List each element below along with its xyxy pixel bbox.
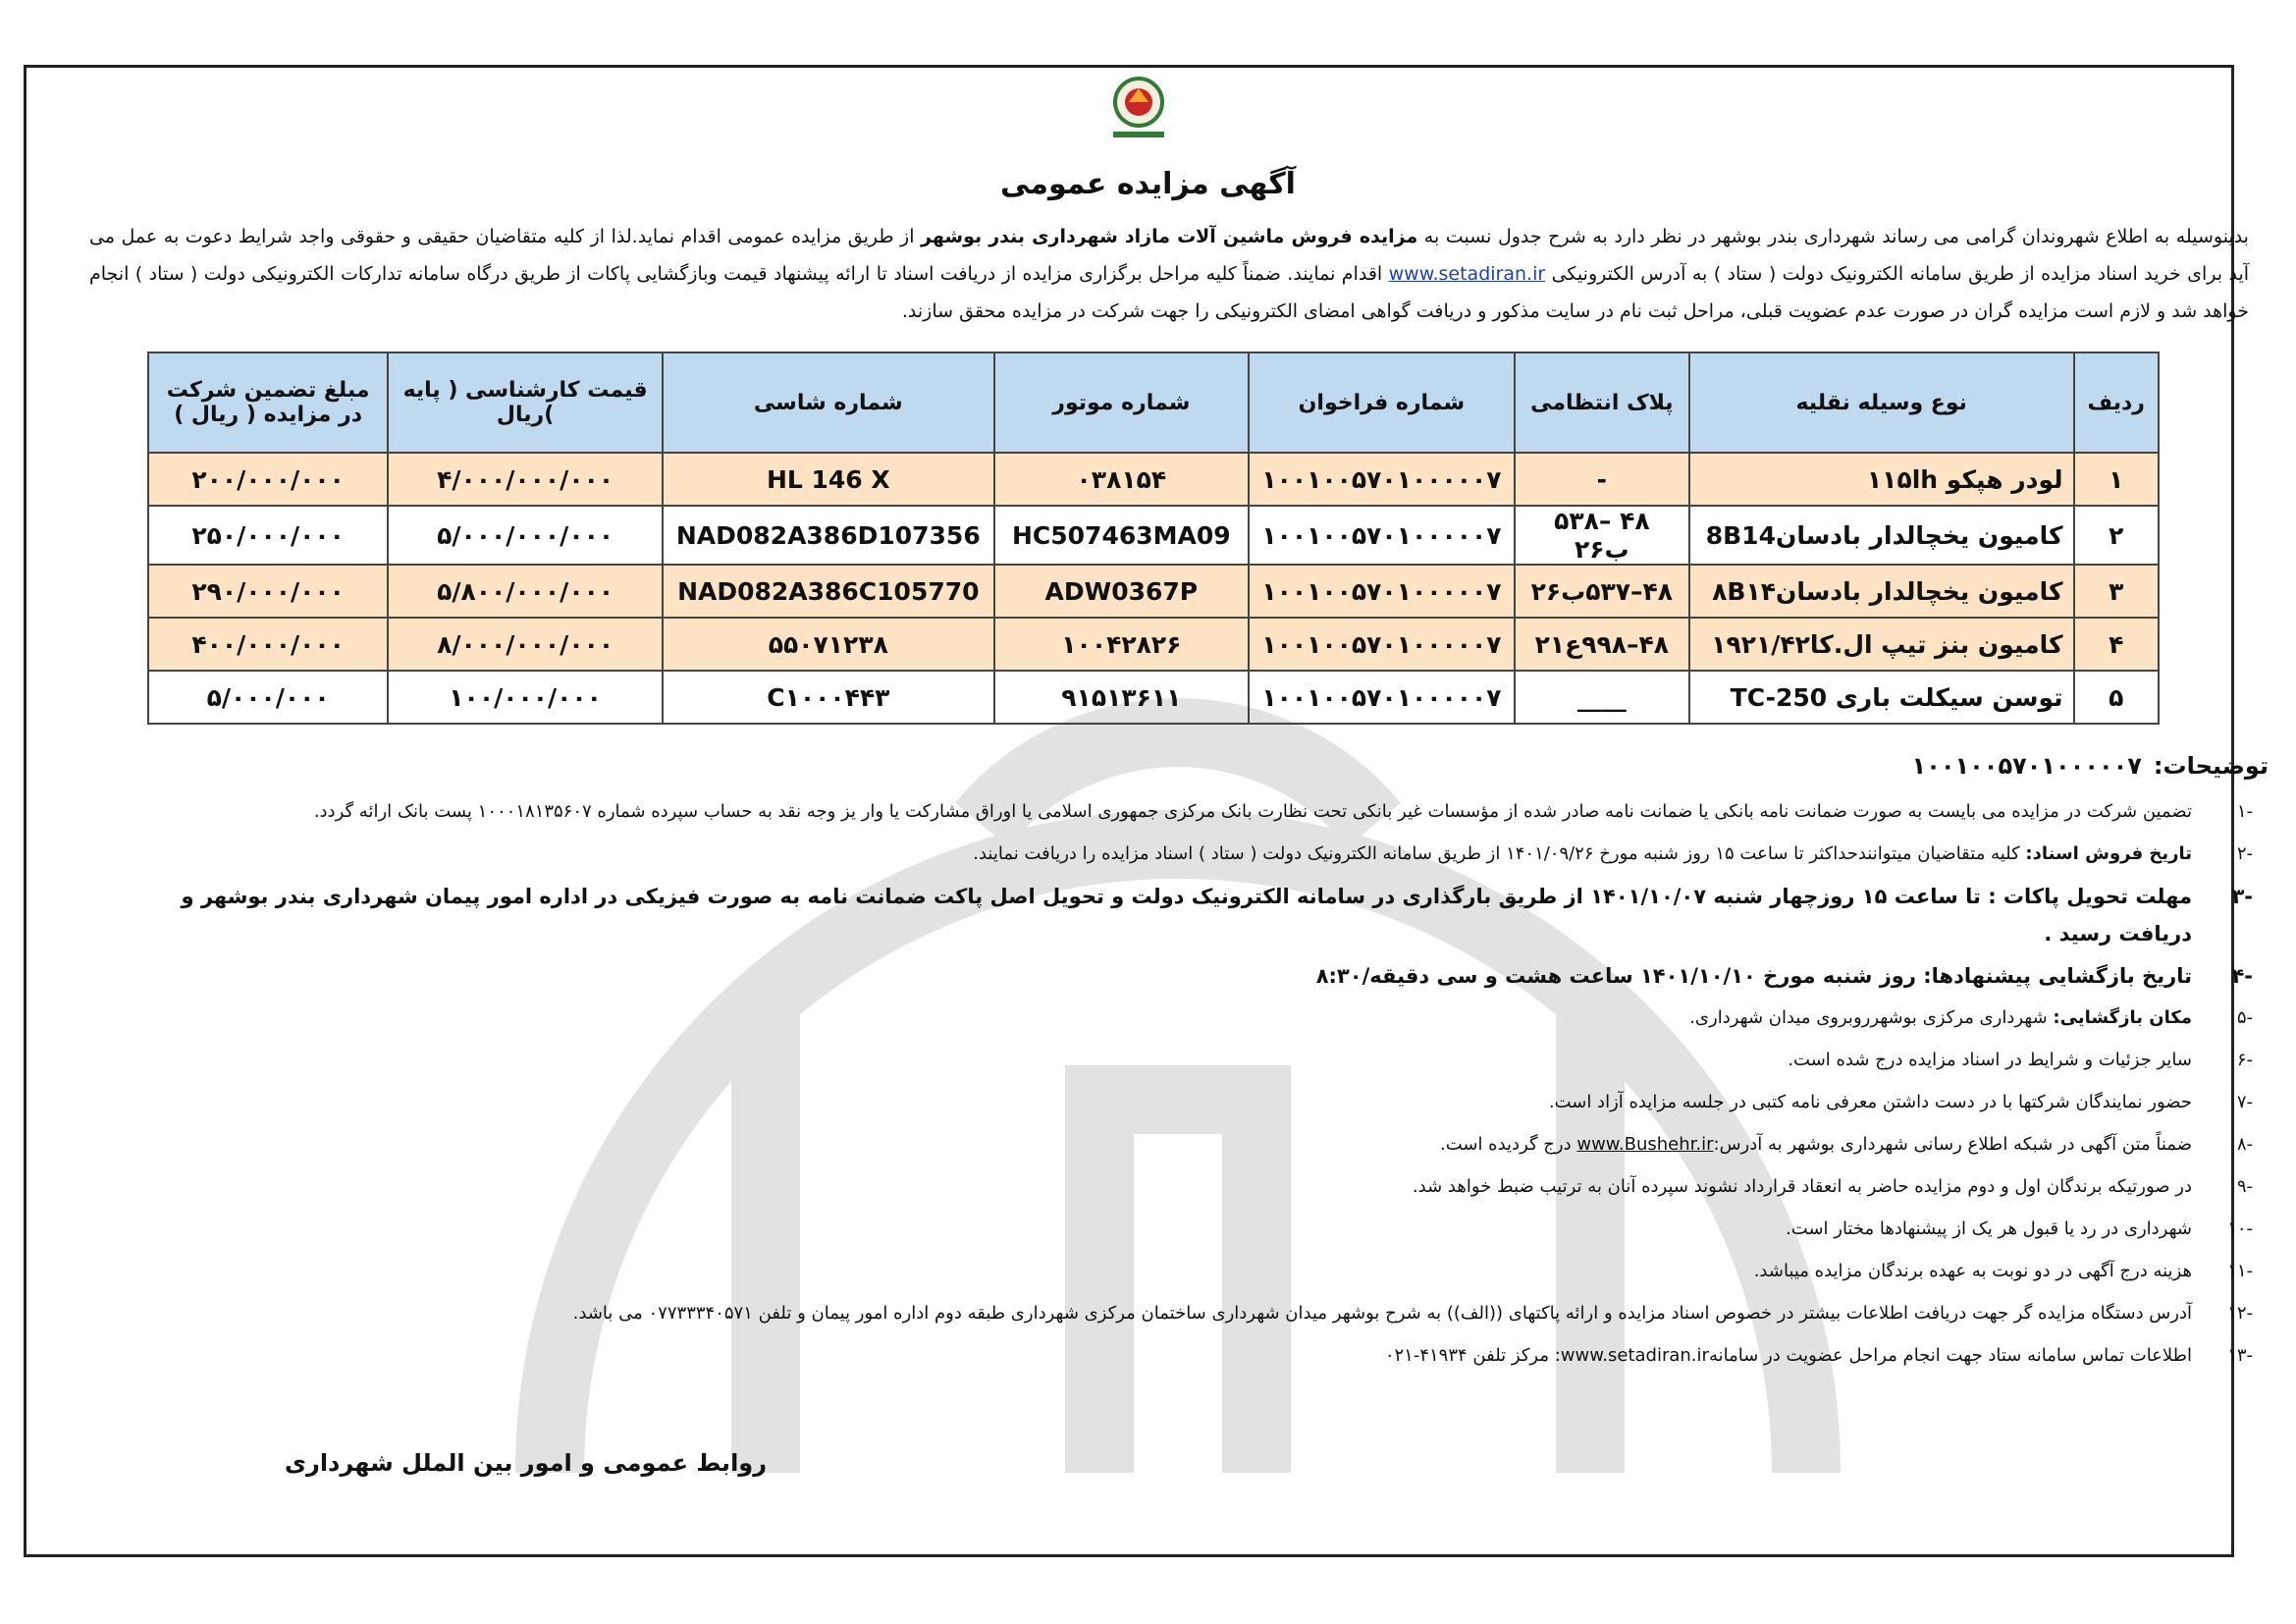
column-header: پلاک انتظامی — [1515, 352, 1689, 453]
table-cell: ADW0367P — [994, 565, 1249, 618]
item-number: -۱۱ — [2227, 1261, 2253, 1281]
table-cell: ۱۰۰۱۰۰۵۷۰۱۰۰۰۰۰۷ — [1249, 506, 1515, 565]
list-item — [123, 1295, 2253, 1332]
table-cell: ____ — [1515, 671, 1689, 724]
notes-heading — [1912, 752, 2269, 780]
table-cell: ۲۰۰/۰۰۰/۰۰۰ — [148, 453, 388, 506]
table-cell: ۴۸–۹۹۸ع۲۱ — [1515, 618, 1689, 671]
item-text: تضمین شرکت در مزایده می بایست به صورت ضمانت نامه بانکی یا ضمانت نامه صادر شده از مؤسسات غیر بانکی تحت نظارت بانک مرکزی جمهوری اسلامی یا اوراق مشارکت یا وار یز وجه نقد به حساب سپرده شماره ۱۰۰۰۱۸۱۳۵۶۰۷ پست بانک ارائه گردد. — [313, 801, 2192, 822]
table-row — [148, 453, 2159, 506]
column-header: نوع وسیله نقلیه — [1689, 352, 2074, 453]
item-text: ضمناً متن آگهی در شبکه اطلاع رسانی شهرداری بوشهر به آدرس: — [1713, 1134, 2192, 1155]
item-number: -۴ — [2231, 964, 2253, 988]
item-label: تاریخ فروش اسناد: — [2025, 843, 2192, 864]
notes-heading-code: ۱۰۰۱۰۰۵۷۰۱۰۰۰۰۰۷ — [1911, 752, 2142, 780]
table-cell: ۵ — [2074, 671, 2159, 724]
table-cell: ۴/۰۰۰/۰۰۰/۰۰۰ — [388, 453, 663, 506]
item-number: -۲ — [2236, 843, 2253, 864]
municipality-logo-icon — [1099, 69, 1178, 147]
intro-highlight: مزایده فروش ماشین آلات مازاد شهرداری بندر بوشهر — [921, 226, 1418, 247]
table-cell: ۲ — [2074, 506, 2159, 565]
column-header: مبلغ تضمین شرکت در مزایده ( ریال ) — [148, 352, 388, 453]
list-item — [123, 1000, 2253, 1037]
table-row — [148, 671, 2159, 724]
table-cell: لودر هپکو ۱۱۵lh — [1689, 453, 2074, 506]
list-item — [123, 836, 2253, 873]
item-number: -۸ — [2236, 1134, 2253, 1155]
table-cell: ۱۰۰۴۲۸۲۶ — [994, 618, 1249, 671]
item-text: تاریخ بازگشایی پیشنهادها: روز شنبه مورخ ۱۴۰۱/۱۰/۱۰ ساعت هشت و سی دقیقه/۸:۳۰ — [1315, 964, 2192, 988]
table-cell: ۱۰۰۱۰۰۵۷۰۱۰۰۰۰۰۷ — [1249, 671, 1515, 724]
item-text: حضور نمایندگان شرکتها با در دست داشتن معرفی نامه کتبی در جلسه مزایده آزاد است. — [1548, 1092, 2192, 1112]
vehicles-table — [147, 352, 2160, 725]
item-text: درج گردیده است. — [1439, 1134, 1572, 1155]
item-number: -۳ — [2231, 885, 2253, 908]
table-row — [148, 618, 2159, 671]
table-cell: HC507463MA09 — [994, 506, 1249, 565]
item-number: -۱۲ — [2227, 1303, 2253, 1324]
column-header: شماره شاسی — [663, 352, 994, 453]
notes-heading-label: توضیحات: — [2153, 752, 2269, 780]
item-text: شهرداری مرکزی بوشهرروبروی میدان شهرداری. — [1689, 1007, 2048, 1028]
table-cell: ۱ — [2074, 453, 2159, 506]
table-cell: کامیون یخچالدار بادسان۸B۱۴ — [1689, 565, 2074, 618]
table-cell: ۴۸–۵۳۷ب۲۶ — [1515, 565, 1689, 618]
item-number: -۹ — [2236, 1176, 2253, 1197]
table-cell: ۳ — [2074, 565, 2159, 618]
table-cell: ۱۰۰۱۰۰۵۷۰۱۰۰۰۰۰۷ — [1249, 618, 1515, 671]
list-item — [123, 1042, 2253, 1079]
table-cell: ۰۳۸۱۵۴ — [994, 453, 1249, 506]
intro-paragraph — [89, 218, 2249, 330]
item-text: در صورتیکه برندگان اول و دوم مزایده حاضر به انعقاد قرارداد نشوند سپرده آنان به ترتیب ضبط خواهد شد. — [1412, 1176, 2192, 1197]
table-cell: ۱۰۰۱۰۰۵۷۰۱۰۰۰۰۰۷ — [1249, 453, 1515, 506]
table-cell: ۵۵۰۷۱۲۳۸ — [663, 618, 994, 671]
table-cell: - — [1515, 453, 1689, 506]
item-number: -۶ — [2236, 1050, 2253, 1070]
table-cell: C۱۰۰۰۴۴۳ — [663, 671, 994, 724]
table-cell: ۱۰۰۱۰۰۵۷۰۱۰۰۰۰۰۷ — [1249, 565, 1515, 618]
item-text: شهرداری در رد یا قبول هر یک از پیشنهادها مختار است. — [1786, 1218, 2192, 1239]
list-item — [123, 1084, 2253, 1121]
item-number: -۷ — [2236, 1092, 2253, 1112]
column-header: قیمت کارشناسی ( پایه )ریال — [388, 352, 663, 453]
table-cell: ۴ — [2074, 618, 2159, 671]
setadiran-link[interactable]: www.setadiran.ir — [1388, 263, 1546, 285]
item-number: -۱۳ — [2227, 1345, 2253, 1366]
table-header-row — [148, 352, 2159, 453]
list-item — [123, 793, 2253, 831]
intro-text-1: بدینوسیله به اطلاع شهروندان گرامی می رساند شهرداری بندر بوشهر در نظر دارد به شرح جدول نسبت به — [1423, 226, 2249, 247]
table-cell: ۲۹۰/۰۰۰/۰۰۰ — [148, 565, 388, 618]
table-cell: کامیون یخچالدار بادسان8B14 — [1689, 506, 2074, 565]
list-item — [123, 1126, 2253, 1164]
list-item — [123, 1337, 2253, 1375]
table-cell: ۱۰۰/۰۰۰/۰۰۰ — [388, 671, 663, 724]
table-cell: ۲۵۰/۰۰۰/۰۰۰ — [148, 506, 388, 565]
column-header: شماره موتور — [994, 352, 1249, 453]
item-text: کلیه متقاضیان میتوانندحداکثر تا ساعت ۱۵ روز شنبه مورخ ۱۴۰۱/۰۹/۲۶ از طریق سامانه الکترونیک دولت ( ستاد ) اسناد مزایده را دریافت نمایند. — [973, 843, 2020, 864]
item-text: هزینه درج آگهی در دو نوبت به عهده برندگان مزایده میباشد. — [1753, 1261, 2192, 1281]
table-cell: ۴۸ –۵۳۸ ب۲۶ — [1515, 506, 1689, 565]
table-row — [148, 565, 2159, 618]
table-cell: ۵/۰۰۰/۰۰۰/۰۰۰ — [388, 506, 663, 565]
list-item — [123, 878, 2253, 952]
item-label: مکان بازگشایی: — [2053, 1007, 2192, 1028]
item-number: -۱۰ — [2227, 1218, 2253, 1239]
table-cell: کامیون بنز تیپ ال.کا۱۹۲۱/۴۲ — [1689, 618, 2074, 671]
intro-text-2: از طریق مزایده عمومی اقدام نماید.لذا از کلیه متقاضیان حقیقی و حقوقی واجد شرایط دعوت به عمل می آید برای خرید اسناد مزایده از طریق سامانه الکترونیک دولت ( ستاد ) به آدرس الکترونیکی — [89, 226, 2250, 285]
notes-list — [123, 793, 2253, 1380]
list-item — [123, 1253, 2253, 1290]
bushehr-link[interactable]: www.Bushehr.ir — [1576, 1134, 1714, 1155]
item-number: -۵ — [2236, 1007, 2253, 1028]
table-cell: ۵/۸۰۰/۰۰۰/۰۰۰ — [388, 565, 663, 618]
list-item — [123, 957, 2253, 995]
table-cell: HL 146 X — [663, 453, 994, 506]
table-row — [148, 506, 2159, 565]
table-cell: NAD082A386D107356 — [663, 506, 994, 565]
column-header: ردیف — [2074, 352, 2159, 453]
table-cell: ۵/۰۰۰/۰۰۰ — [148, 671, 388, 724]
table-cell: ۸/۰۰۰/۰۰۰/۰۰۰ — [388, 618, 663, 671]
list-item — [123, 1168, 2253, 1206]
table-cell: NAD082A386C105770 — [663, 565, 994, 618]
item-text: سایر جزئیات و شرایط در اسناد مزایده درج شده است. — [1788, 1050, 2192, 1070]
table-cell: ۴۰۰/۰۰۰/۰۰۰ — [148, 618, 388, 671]
item-text: مهلت تحویل پاکات : تا ساعت ۱۵ روزچهار شنبه ۱۴۰۱/۱۰/۰۷ از طریق بارگذاری در سامانه الکترونیک دولت و تحویل اصل پاکت ضمانت نامه به صورت فیزیکی در اداره امور پیمان شهرداری بندر بوشهر و دریافت رسید . — [181, 885, 2192, 946]
item-text: اطلاعات تماس سامانه ستاد جهت انجام مراحل عضویت در سامانهwww.setadiran.ir: مرکز تلفن ۴۱۹۳۴-۰۲۱ — [1384, 1345, 2192, 1366]
table-cell: ۹۱۵۱۳۶۱۱ — [994, 671, 1249, 724]
signature: روابط عمومی و امور بین الملل شهرداری — [285, 1449, 768, 1477]
page-title: آگهی مزایده عمومی — [1000, 167, 1296, 201]
list-item — [123, 1211, 2253, 1248]
item-number: -۱ — [2236, 801, 2253, 822]
table-cell: توسن سیکلت باری TC-250 — [1689, 671, 2074, 724]
intro-text-3: اقدام نمایند. ضمناً کلیه مراحل برگزاری مزایده از دریافت اسناد تا ارائه پیشنهاد قیمت وبازگشایی پاکات از طریق درگاه سامانه تدارکات الکترونیکی دولت ( ستاد ) انجام خواهد شد و لازم است مزایده گران در صورت عدم عضویت قبلی، مراحل ثبت نام در سایت مذکور و دریافت گواهی امضای الکترونیکی را جهت شرکت در مزایده محقق سازند. — [89, 263, 2249, 322]
item-text: آدرس دستگاه مزایده گر جهت دریافت اطلاعات بیشتر در خصوص اسناد مزایده و ارائه پاکتهای ((الف)) به شرح بوشهر میدان شهرداری ساختمان مرکزی شهرداری طبقه دوم اداره امور پیمان و تلفن ۰۷۷۳۳۳۴۰۵۷۱ می باشد. — [572, 1303, 2192, 1324]
column-header: شماره فراخوان — [1249, 352, 1515, 453]
